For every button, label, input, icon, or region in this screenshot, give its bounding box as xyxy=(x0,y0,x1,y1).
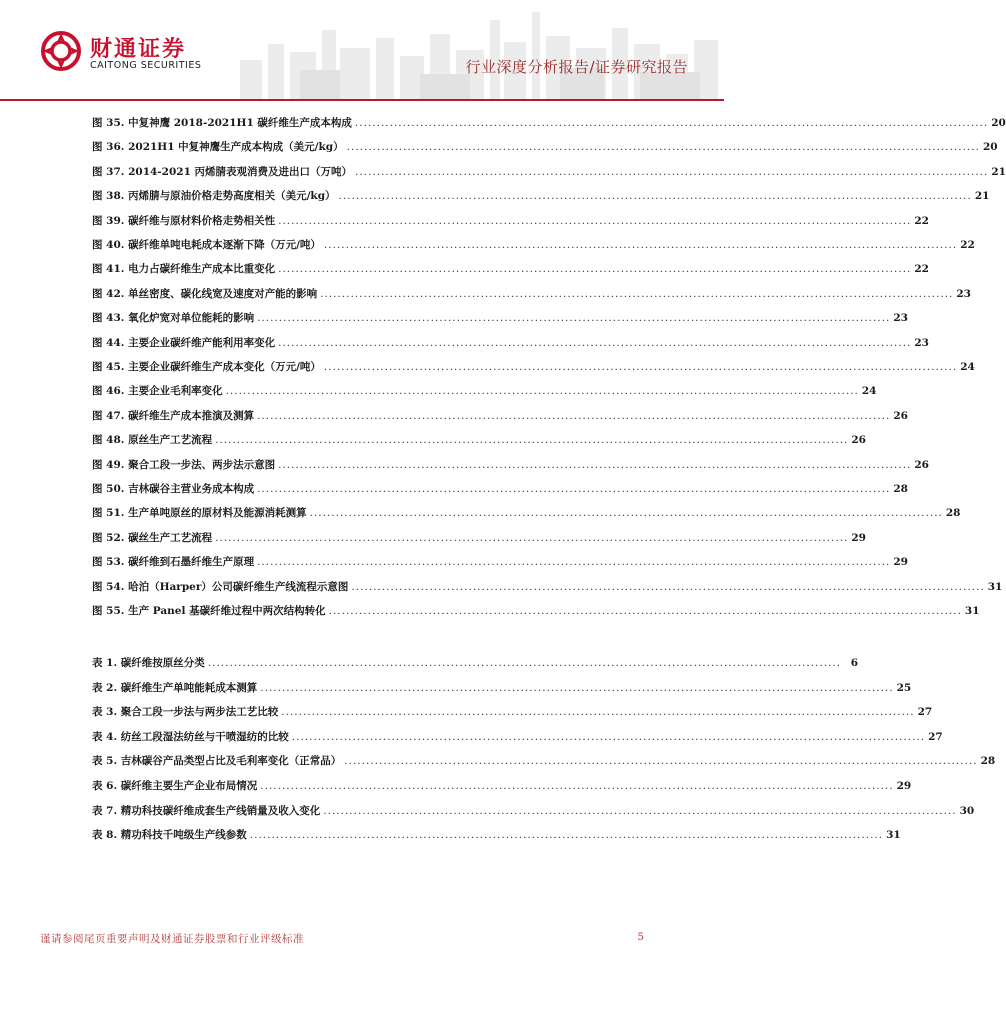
toc-entry-page: 27 xyxy=(917,706,933,719)
toc-figure-entry[interactable] xyxy=(92,162,1006,182)
toc-figure-entry[interactable] xyxy=(92,284,971,304)
page-header xyxy=(0,0,724,102)
toc-entry-label: 图 38. 丙烯腈与原油价格走势高度相关（美元/kg） xyxy=(92,190,336,203)
toc-entry-page: 20 xyxy=(982,141,998,154)
logo-chinese-name: 财通证券 xyxy=(90,37,187,62)
toc-entry-label: 图 44. 主要企业碳纤维产能利用率变化 xyxy=(92,336,276,349)
toc-entry-label: 图 52. 碳丝生产工艺流程 xyxy=(92,531,213,544)
toc-entry-label: 表 8. 精功科技千吨级生产线参数 xyxy=(92,829,247,842)
toc-entry-page: 26 xyxy=(893,409,908,422)
toc-figure-entry[interactable] xyxy=(92,137,998,157)
logo-english-name: CAITONG SECURITIES xyxy=(90,60,202,71)
toc-figure-entry[interactable] xyxy=(92,113,1006,133)
toc-leader-dots: .................................................................................................................................................. xyxy=(354,117,989,129)
toc-entry-label: 图 45. 主要企业碳纤维生产成本变化（万元/吨） xyxy=(92,361,321,373)
page-number: 5 xyxy=(637,931,644,943)
toc-entry-label: 图 54. 哈泊（Harper）公司碳纤维生产线流程示意图 xyxy=(92,580,349,593)
header-divider xyxy=(0,99,724,101)
toc-entry-label: 图 43. 氧化炉宽对单位能耗的影响 xyxy=(92,312,255,325)
toc-leader-dots: .................................................................................................................................................. xyxy=(257,312,891,325)
toc-entry-label: 图 53. 碳纤维到石墨纤维生产原理 xyxy=(92,556,255,569)
toc-leader-dots: .................................................................................................................................................. xyxy=(260,681,894,694)
toc-leader-dots: .................................................................................................................................................. xyxy=(351,580,985,593)
toc-entry-label: 图 37. 2014-2021 丙烯腈表观消费及进出口（万吨） xyxy=(92,165,353,178)
toc-entry-page: 31 xyxy=(886,829,901,842)
toc-entry-page: 22 xyxy=(914,214,929,227)
toc-figure-entry[interactable] xyxy=(92,186,990,206)
toc-entry-label: 图 42. 单丝密度、碳化线宽及速度对产能的影响 xyxy=(92,287,318,300)
toc-entry-label: 表 4. 纺丝工段湿法纺丝与干喷湿纺的比较 xyxy=(92,730,289,743)
toc-entry-page: 28 xyxy=(980,755,996,768)
toc-entry-page: 28 xyxy=(945,507,961,520)
toc-leader-dots: .................................................................................................................................................. xyxy=(215,434,849,447)
toc-leader-dots: .................................................................................................................................................. xyxy=(344,755,978,768)
toc-entry-page: 25 xyxy=(896,681,912,694)
toc-entry-page: 31 xyxy=(987,580,1003,593)
toc-leader-dots: .................................................................................................................................................. xyxy=(215,531,849,544)
toc-entry-label: 表 2. 碳纤维生产单吨能耗成本测算 xyxy=(92,681,258,694)
toc-entry-label: 表 7. 精功科技碳纤维成套生产线销量及收入变化 xyxy=(92,804,321,817)
toc-entry-page: 29 xyxy=(851,531,866,544)
footer-disclaimer: 谨请参阅尾页重要声明及财通证券股票和行业评级标准 xyxy=(40,933,304,945)
toc-table-entry[interactable] xyxy=(92,776,912,796)
caitong-logo xyxy=(40,30,240,76)
toc-entry-page: 22 xyxy=(960,239,975,251)
toc-table-entry[interactable] xyxy=(92,702,933,722)
toc-leader-dots: .................................................................................................................................................. xyxy=(323,361,958,373)
toc-leader-dots: .................................................................................................................................................. xyxy=(281,706,915,719)
toc-leader-dots: .................................................................................................................................................. xyxy=(291,730,926,743)
logo-coin-icon xyxy=(40,30,82,72)
toc-figure-entry[interactable] xyxy=(92,406,908,426)
toc-entry-label: 表 6. 碳纤维主要生产企业布局情况 xyxy=(92,780,258,792)
toc-leader-dots: .................................................................................................................................................. xyxy=(355,165,989,178)
toc-entry-page: 20 xyxy=(991,117,1006,129)
toc-leader-dots: .................................................................................................................................................. xyxy=(323,804,957,817)
toc-leader-dots: .................................................................................................................................................. xyxy=(249,829,884,842)
toc-entry-page: 22 xyxy=(914,263,929,276)
toc-figure-entry[interactable] xyxy=(92,479,908,499)
toc-entry-label: 图 39. 碳纤维与原材料价格走势相关性 xyxy=(92,214,276,227)
toc-entry-page: 28 xyxy=(893,483,908,495)
toc-figure-entry[interactable] xyxy=(92,211,929,231)
toc-leader-dots: .................................................................................................................................................. xyxy=(323,239,958,251)
toc-figure-entry[interactable] xyxy=(92,235,975,255)
toc-entry-page: 29 xyxy=(896,780,912,792)
toc-figure-entry[interactable] xyxy=(92,308,908,328)
toc-entry-page: 26 xyxy=(914,458,929,471)
toc-leader-dots: .................................................................................................................................................. xyxy=(278,263,912,276)
toc-entry-label: 图 35. 中复神鹰 2018-2021H1 碳纤维生产成本构成 xyxy=(92,117,352,129)
toc-entry-page: 6 xyxy=(850,657,859,669)
toc-figure-entry[interactable] xyxy=(92,333,929,353)
toc-table-entry[interactable] xyxy=(92,751,996,771)
toc-figure-entry[interactable] xyxy=(92,381,877,401)
toc-entry-label: 图 41. 电力占碳纤维生产成本比重变化 xyxy=(92,263,276,276)
toc-entry-label: 图 55. 生产 Panel 基碳纤维过程中两次结构转化 xyxy=(92,605,326,617)
toc-leader-dots: .................................................................................................................................................. xyxy=(278,214,912,227)
toc-leader-dots: .................................................................................................................................................. xyxy=(309,507,943,520)
toc-entry-label: 图 50. 吉林碳谷主营业务成本构成 xyxy=(92,483,255,495)
toc-figure-entry[interactable] xyxy=(92,503,961,523)
toc-entry-page: 21 xyxy=(974,190,990,203)
toc-entry-label: 图 48. 原丝生产工艺流程 xyxy=(92,434,213,447)
toc-entry-page: 29 xyxy=(893,556,908,569)
toc-entry-label: 表 5. 吉林碳谷产品类型占比及毛利率变化（正常品） xyxy=(92,755,342,768)
toc-entry-label: 图 47. 碳纤维生产成本推演及测算 xyxy=(92,409,255,422)
toc-figure-entry[interactable] xyxy=(92,357,975,377)
toc-entry-page: 23 xyxy=(893,312,908,325)
toc-leader-dots: .................................................................................................................................................. xyxy=(278,458,912,471)
toc-entry-label: 图 51. 生产单吨原丝的原材料及能源消耗测算 xyxy=(92,507,307,520)
toc-figure-entry[interactable] xyxy=(92,259,929,279)
toc-entry-label: 图 40. 碳纤维单吨电耗成本逐渐下降（万元/吨） xyxy=(92,239,321,251)
toc-table-entry[interactable] xyxy=(92,825,901,845)
toc-figure-entry[interactable] xyxy=(92,601,980,621)
toc-leader-dots: .................................................................................................................................................. xyxy=(338,190,972,203)
toc-figure-entry[interactable] xyxy=(92,430,866,450)
toc-leader-dots: .................................................................................................................................................. xyxy=(328,605,962,617)
toc-entry-page: 21 xyxy=(991,165,1006,178)
toc-figure-entry[interactable] xyxy=(92,577,1003,597)
toc-entry-page: 27 xyxy=(928,730,943,743)
toc-entry-page: 31 xyxy=(964,605,980,617)
toc-figure-entry[interactable] xyxy=(92,455,929,475)
toc-leader-dots: .................................................................................................................................................. xyxy=(320,287,954,300)
toc-figure-entry[interactable] xyxy=(92,552,908,572)
toc-table-entry[interactable] xyxy=(92,727,943,747)
toc-leader-dots: .................................................................................................................................................. xyxy=(207,657,842,669)
toc-entry-label: 图 46. 主要企业毛利率变化 xyxy=(92,385,223,398)
toc-figure-entry[interactable] xyxy=(92,528,866,548)
toc-leader-dots: .................................................................................................................................................. xyxy=(278,336,912,349)
toc-leader-dots: .................................................................................................................................................. xyxy=(257,556,891,569)
report-type-label: 行业深度分析报告/证券研究报告 xyxy=(465,58,688,76)
toc-leader-dots: .................................................................................................................................................. xyxy=(260,780,894,792)
toc-leader-dots: .................................................................................................................................................. xyxy=(225,385,859,398)
toc-entry-page: 24 xyxy=(960,361,975,373)
toc-entry-label: 表 3. 聚合工段一步法与两步法工艺比较 xyxy=(92,706,279,719)
toc-entry-label: 表 1. 碳纤维按原丝分类 xyxy=(92,657,205,669)
toc-leader-dots: .................................................................................................................................................. xyxy=(257,409,891,422)
toc-entry-page: 26 xyxy=(851,434,866,447)
toc-entry-label: 图 36. 2021H1 中复神鹰生产成本构成（美元/kg） xyxy=(92,141,344,154)
toc-entry-page: 24 xyxy=(861,385,877,398)
toc-entry-label: 图 49. 聚合工段一步法、两步法示意图 xyxy=(92,458,276,471)
toc-entry-page: 30 xyxy=(959,804,975,817)
toc-entry-page: 23 xyxy=(956,287,971,300)
toc-leader-dots: .................................................................................................................................................. xyxy=(257,483,891,495)
toc-table-entry[interactable] xyxy=(92,801,975,821)
toc-entry-page: 23 xyxy=(914,336,929,349)
toc-leader-dots: .................................................................................................................................................. xyxy=(346,141,980,154)
toc-table-entry[interactable] xyxy=(92,653,859,673)
toc-table-entry[interactable] xyxy=(92,678,912,698)
